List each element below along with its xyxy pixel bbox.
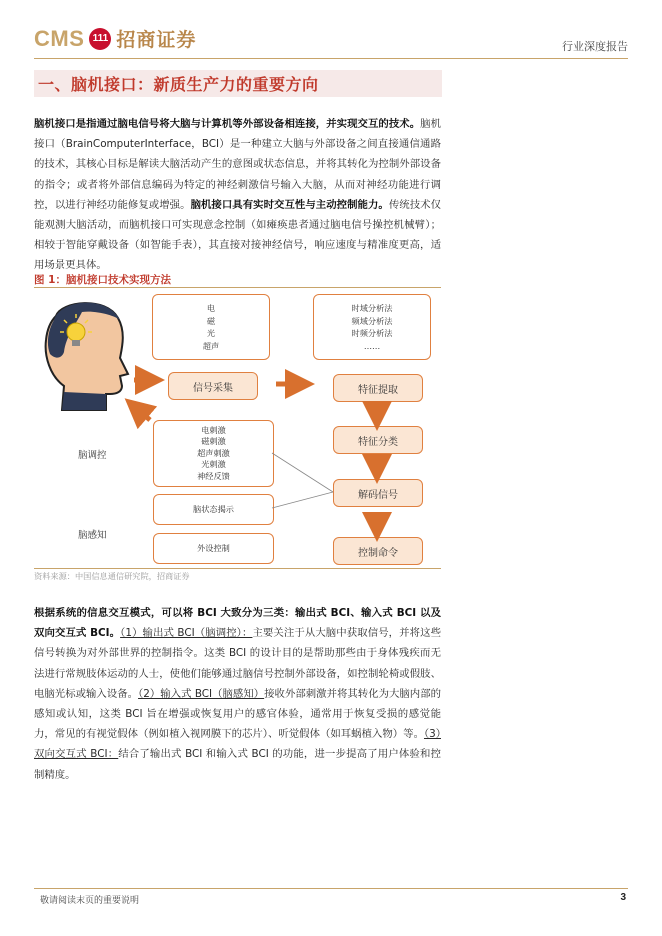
line-stimuli-decode <box>272 453 333 492</box>
brain-state-box: 脑状态揭示 <box>153 494 274 525</box>
intro-bold-1: 脑机接口是指通过脑电信号将大脑与计算机等外部设备相连接，并实现交互的技术。 <box>34 118 421 130</box>
type-input-label: （2）输入式 BCI（脑感知） <box>138 687 265 700</box>
signal-collect-step: 信号采集 <box>168 372 258 400</box>
signal-type-item: 超声 <box>202 340 220 351</box>
control-command-step: 控制命令 <box>333 537 423 565</box>
signal-type-item: 电 <box>206 303 216 313</box>
intro-bold-2: 脑机接口具有实时交互性与主动控制能力。 <box>190 198 389 211</box>
section-title: 一、脑机接口：新质生产力的重要方向 <box>38 75 319 94</box>
analysis-method-item: 频域分析法 <box>351 315 393 326</box>
intro-text-2: 传统技术仅能观测大脑活动，而脑机接口可实现意念控制（如瘫痪患者通过脑电信号操控机械臂）；相较于智能穿戴设备（如智能手表），其直接对接神经信号，响应速度与精准度更高，适用场景更具体。 <box>34 198 442 272</box>
device-control-box: 外设控制 <box>153 533 274 564</box>
type-bidirectional-label: （3）双向交互式 BCI： <box>34 728 441 761</box>
stimulus-item: 磁刺激 <box>201 436 226 447</box>
arrow-stimuli-to-head <box>136 408 150 420</box>
line-state-decode <box>272 492 333 508</box>
logo-cms-text: CMS <box>34 25 85 51</box>
feature-classify-step: 特征分类 <box>333 426 423 454</box>
type-output-text: 主要关注于从大脑中获取信号，并将这些信号转换为对外部世界的控制指令。这类 BCI 的设计目的是帮助那些由于身体残疾而无法进行常规肢体运动的人士，使他们能够通过脑信号控制外部设备，如控制轮椅或假肢、电脑光标或输入设备。 <box>34 627 441 700</box>
figure-bottom-line <box>34 568 441 569</box>
intro-text-1: 脑机接口（BrainComputerInterface，BCI）是一种建立大脑与外部设备之间直接通信通路的技术，其核心目标是解读大脑活动产生的意图或状态信息，并将其转化为控制外部设备的指令；或者将外部信息编码为特定的神经刺激信号输入大脑，从而对神经功能进行调控，以进行神经功能修复或增强。 <box>34 118 441 211</box>
analysis-method-item: …… <box>363 340 381 351</box>
page-number: 3 <box>620 892 626 903</box>
report-type: 行业深度报告 <box>562 40 628 53</box>
label-brain-regulation: 脑调控 <box>78 450 107 461</box>
logo-cn-text: 招商证券 <box>116 29 197 51</box>
feature-extract-step: 特征提取 <box>333 374 423 402</box>
label-brain-sensing: 脑感知 <box>78 530 107 541</box>
stimulus-item: 超声刺激 <box>197 447 230 458</box>
type-bidirectional-text: 结合了输出式 BCI 和输入式 BCI 的功能，进一步提高了用户体验和控制精度。 <box>34 748 441 781</box>
signal-type-item: 磁 <box>206 315 216 326</box>
analysis-method-item: 时频分析法 <box>351 328 393 338</box>
type-input-text: 接收外部刺激并将其转化为大脑内部的感知或认知，这类 BCI 旨在增强或恢复用户的感官体验，通常用于恢复受损的感觉能力，常见的有视觉假体（例如植入视网膜下的芯片）、听觉假体（如耳蜗植入物）等。 <box>34 687 442 741</box>
stimulus-item: 电刺激 <box>201 424 226 435</box>
footer-divider <box>34 888 628 889</box>
stimulus-item: 神经反馈 <box>197 470 230 481</box>
signal-type-item: 光 <box>206 328 216 338</box>
analysis-method-item: 时域分析法 <box>351 303 393 313</box>
figure-title: 图 1：脑机接口技术实现方法 <box>34 274 171 286</box>
figure-source: 资料来源：中国信息通信研究院，招商证券 <box>34 571 190 581</box>
type-output-label: （1）输出式 BCI（脑调控）： <box>120 627 253 640</box>
types-bold-1: 根据系统的信息交互模式，可以将 BCI 大致分为三类：输出式 BCI、输入式 BCI 以及双向交互式 BCI。 <box>34 607 441 640</box>
footer-note: 敬请阅读末页的重要说明 <box>40 896 140 906</box>
stimulus-item: 光刺激 <box>201 459 226 470</box>
logo-badge-icon: 111 <box>89 28 111 50</box>
bci-types-paragraph <box>34 603 441 785</box>
decode-signal-step: 解码信号 <box>333 479 423 507</box>
